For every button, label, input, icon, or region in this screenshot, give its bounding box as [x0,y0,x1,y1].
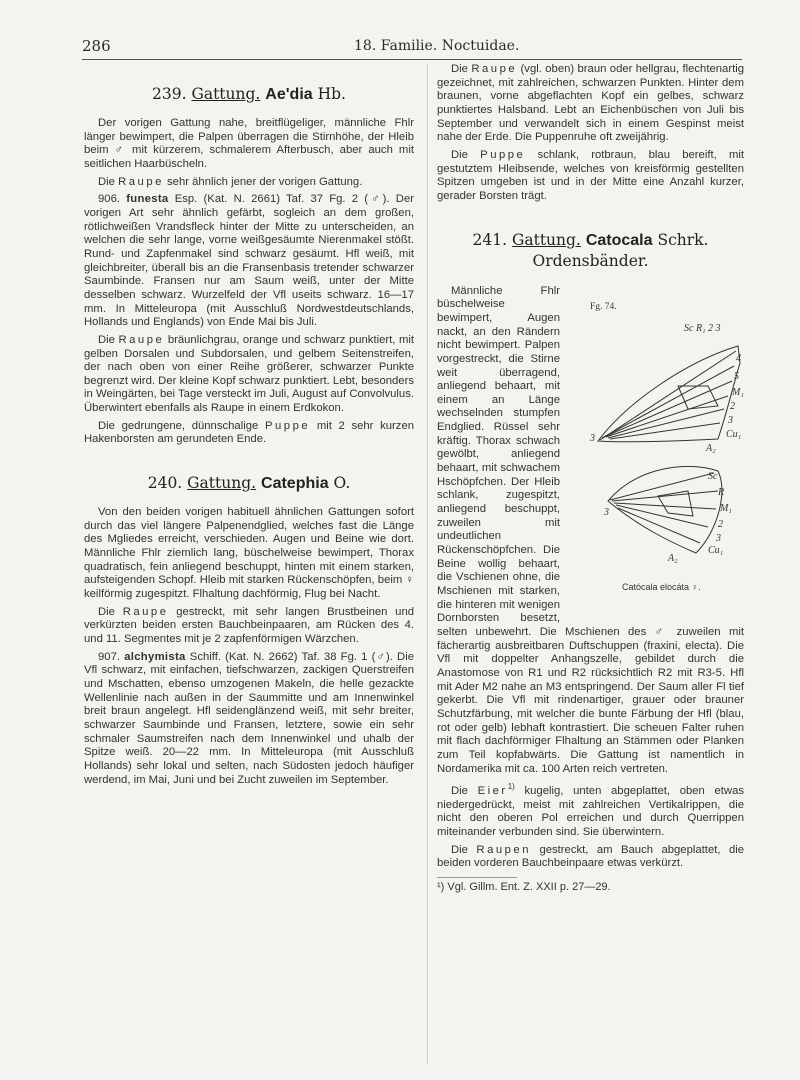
spaced-term: Raupen [476,843,531,856]
text-lead: Die gedrungene, dünnschalige [98,419,259,432]
text-rest: (vgl. oben) braun oder hellgrau, flechtenartig gezeichnet, mit zahlreichen, schwarzen Punkten. Hinter dem braunen, vorne abgeflachten Kopf ein gelbes, schwarz punktiertes Halsband. Lebt an Eichenbüschen von Juli bis September und verwandelt sich in einem Gespinst meist nahe der Erde. Die Puppenruhe oft zweijährig. [437,63,745,144]
vein-line [612,491,718,501]
figure-label: Fg. 74. [590,301,617,312]
genus-author: Hb. [317,85,346,103]
vein-label: M₁ [732,386,744,398]
paragraph [437,780,744,839]
vein-label: 2 [718,518,723,530]
vein-label: Sc R₁ 2 3 [684,322,721,334]
genus-name: Catocala [585,231,653,249]
vein-label: 3 [728,414,733,426]
text-rest: kugelig, unten abgeplattet, oben etwas niedergedrückt, meist mit zahlreichen Vertikalrippen, die nicht den oberen Pol erreichen und durch Querrippen miteinander verbunden sind. Sie überwintern. [437,784,744,838]
text-lead: Die [451,784,468,797]
genus-240-heading [84,473,414,494]
vein-line [610,423,720,439]
page-header [82,37,752,57]
text-rest: mit 2 sehr kurzen Hakenborsten am gerundeten Ende. [84,419,415,446]
text-lead: Die [98,333,115,346]
vein-label: M₁ [720,502,732,514]
vein-label: Cu₁ [726,428,742,440]
paragraph: Der vorigen Gattung nahe, breitflügeliger, männliche Fhlr länger bewimpert, die Palpen überragen die Stirnhöhe, der Hleib beim ♂ mit kürzerem, schmalerem Afterbusch, aber auch mit seitlichen Haarbüscheln. [84,117,414,170]
vein-label: Cu₁ [708,544,724,556]
spaced-term: Raupe [118,333,165,346]
footnote-marker: 1) [507,782,515,792]
footnote: ¹) Vgl. Gillm. Ent. Z. XXII p. 27—29. [437,880,611,893]
genus-description: Männliche Fhlr büschelweise bewimpert, Augen nackt, an den Rändern nicht bewimpert. Palpen vorgestreckt, die Stirne weit überragend, anliegend behaart, mit einem an Länge wechselnden stumpfen Endglied. Rüssel sehr kräftig. Thorax schwach gewölbt, anliegend behaart, mit schwachem Hschöpfchen. Der Hleib schlank, zugespitzt, anliegend beschuppt, zuweilen mit undeutlichen Rückenschöpfchen. Die Beine wollig behaart, die Vschienen ohne, die Mschienen mit starken, die hinteren mit wenigen Dornborsten besetzt, selten unbewehrt. Die Mschienen des ♂ zuweilen mit fächerartig ausbreitbaren Duftschuppen (fraxini, electa). Die Vfl mit doppelter Anhangszelle, gebildet durch die Anastomose von R1 und R2 rücksichtlich R2 mit R3-5. Hfl mit Ader M2 nahe an M3 entspringend. Der Saum aller Fl tief gekerbt. Die Vfl mit rindenartiger, grauer oder brauner Schutzfärbung, mit welcher die bunte Färbung der Hfl (blau, rot oder gelb) lebhaft kontrastiert. Die scheuen Falter ruhen mit flach dachförmiger Flhaltung an Stämmen oder Planken zum Teil kopfabwärts. Die Gattung ist namentlich in Nordamerika mit ca. 100 Arten reich vertreten. [437,284,744,775]
text-lead: Die [98,175,115,188]
header-rule [82,59,742,60]
vein-label: 5 [734,370,739,382]
species-paragraph [84,193,414,330]
genus-name: Catephia [261,475,329,493]
spaced-term: Puppe [264,419,311,432]
spaced-term: Eier [477,784,508,797]
vein-line [600,351,736,440]
column-divider [427,64,428,1064]
vein-label: 3 [604,506,609,518]
text-rest: gestreckt, am Bauch abgeplattet, die beiden vorderen Bauchbeinpaare etwas verkürzt. [437,843,745,870]
vein-label: 2 [730,400,735,412]
spaced-term: Raupe [471,63,518,75]
vein-line [616,505,708,527]
right-column [437,63,744,899]
genus-241-heading [437,230,744,271]
paragraph [437,285,744,777]
paragraph [84,176,414,190]
text-lead: Die [451,148,468,161]
spaced-term: Raupe [122,605,169,618]
heading-number: 240. [147,474,183,493]
left-column [84,76,414,791]
vein-label: A₂ [668,552,678,564]
species-paragraph [84,651,414,788]
species-description: Schiff. (Kat. N. 2662) Taf. 38 Fg. 1 (♂). Die Vfl schwarz, mit einfachen, tiefschwarzen, zackigen Querstreifen und Mschatten, ebenso umzogenen Makeln, die helle gezackte Wellenlinie nach außen in der Saummitte und am Innenwinkel breit braun angelegt. Hfl seidenglänzend weiß, mit sehr breiter, schwarzer Saumbinde und Fransen, letztere, sowie ein sehr schmaler Saumstreifen nach dem Innenwinkel und uhalb der Spitze weiß. 20—22 mm. In Mitteleuropa (mit Ausschluß Hollands) sehr lokal und selten, nach Südosten jedoch häufiger werdend, im Mai, Juni und bei Zucht zuweilen im September. [84,650,415,786]
vein-line [602,366,734,438]
wing-venation-diagram [568,291,746,591]
vein-label: 3 [716,532,721,544]
genus-239-heading [84,84,414,105]
figure-caption: Catócala elocáta ♀. [622,581,701,592]
text-rest: bräunlichgrau, orange und schwarz punktiert, mit gelben Dorsalen und Subdorsalen, und gelbem Seitenstreifen, der nach oben von einer Reihe größerer, schwarzer Punkte begrenzt wird. Der kleine Kopf schwarz punktiert. Lebt, besonders in Weingärten, bei Tage versteckt im Juli, August auf Convolvulus. Überwintert ebenfalls als Raupe in einem Erdkokon. [84,333,414,415]
paragraph [437,844,744,871]
paragraph [437,63,744,145]
spaced-term: Puppe [480,148,526,161]
figure-74 [568,291,746,621]
text-rest: gestreckt, mit sehr langen Brustbeinen und verkürzten beiden ersten Bauchbeinpaaren, am Rücken des 4. und 11. Segmentes mit je 2 zapfenförmigen Wärzchen. [84,605,415,645]
heading-word: Gattung. [187,474,257,493]
species-name: alchymista [124,650,186,663]
heading-number: 239. [152,85,187,103]
paragraph [84,606,414,647]
vein-label: Sc [708,470,718,482]
species-number: 906. [98,193,120,206]
genus-author: O. [333,474,351,493]
heading-number: 241. [472,230,508,249]
heading-word: Gattung. [511,230,581,249]
spaced-term: Raupe [118,175,164,188]
text-lead: Die [98,605,115,618]
text-rest: sehr ähnlich jener der vorigen Gattung. [167,175,363,188]
running-title: 18. Familie. Noctuidae. [354,38,520,54]
page-number: 286 [82,37,111,55]
paragraph: Von den beiden vorigen habituell ähnlichen Gattungen sofort durch das viel längere Palpenendglied, welches fast die Länge des Mgliedes erreicht, verschieden. Augen und Beine wie dort. Männliche Fhlr ziemlich lang, büschelweise bewimpert, Thorax quadratisch, fein anliegend beschuppt, hinten mit einem starken, aufsteigenden Schopf. Hleib mit starken Rückenschöpfen, beim ♀ keilförmig zugespitzt. Flhaltung dachförmig, Flug bei Nacht. [84,506,414,601]
genus-common-name: Ordensbänder. [532,251,649,270]
heading-word: Gattung. [191,85,261,103]
text-rest: schlank, rotbraun, blau bereift, mit gestutztem Hleibsende, welches von kreisförmig gestellten Spitzen umgeben ist und in der Mitte eine Anzahl kurzer, gerader Borsten trägt. [437,148,745,202]
species-description: Esp. (Kat. N. 2661) Taf. 37 Fg. 2 (♂). Der vorigen Art sehr ähnlich gefärbt, sogleich an dem großen, rötlichweißen Vrandsfleck hinter der Mitte zu unterscheiden, an welchen die sehr lange, vorne weißgesäumte Nierenmakel stößt. Rund- und Zapfenmakel sind schwarz gesäumt. Hfl weiß, mit gleichbreiter, überall bis an die Fransenbasis tretender schwarzer Saumbinde. Fransen nur am Saum weiß, unter der Mitte desselben schwarz. Wurzelfeld der Vfl useits schwarz. 16—17 mm. In Mitteleuropa (mit Ausschluß Nordwestdeutschlands, Hollands und Englands) von Ende Mai bis Juli. [84,193,414,329]
genus-author: Schrk. [657,230,709,249]
vein-line [604,381,732,437]
vein-label: A₂ [706,442,716,454]
paragraph [437,149,744,204]
vein-line [618,508,700,543]
paragraph [84,334,414,416]
species-number: 907. [98,650,120,663]
text-lead: Die [451,843,468,856]
paragraph [84,420,414,447]
species-name: funesta [126,193,169,206]
genus-name: Ae'dia [265,86,313,103]
text-lead: Die [451,63,468,75]
vein-label: 4 [736,352,741,364]
vein-label: 3 [590,432,595,444]
vein-label: R [718,486,725,498]
hindwing-outline [608,466,725,553]
